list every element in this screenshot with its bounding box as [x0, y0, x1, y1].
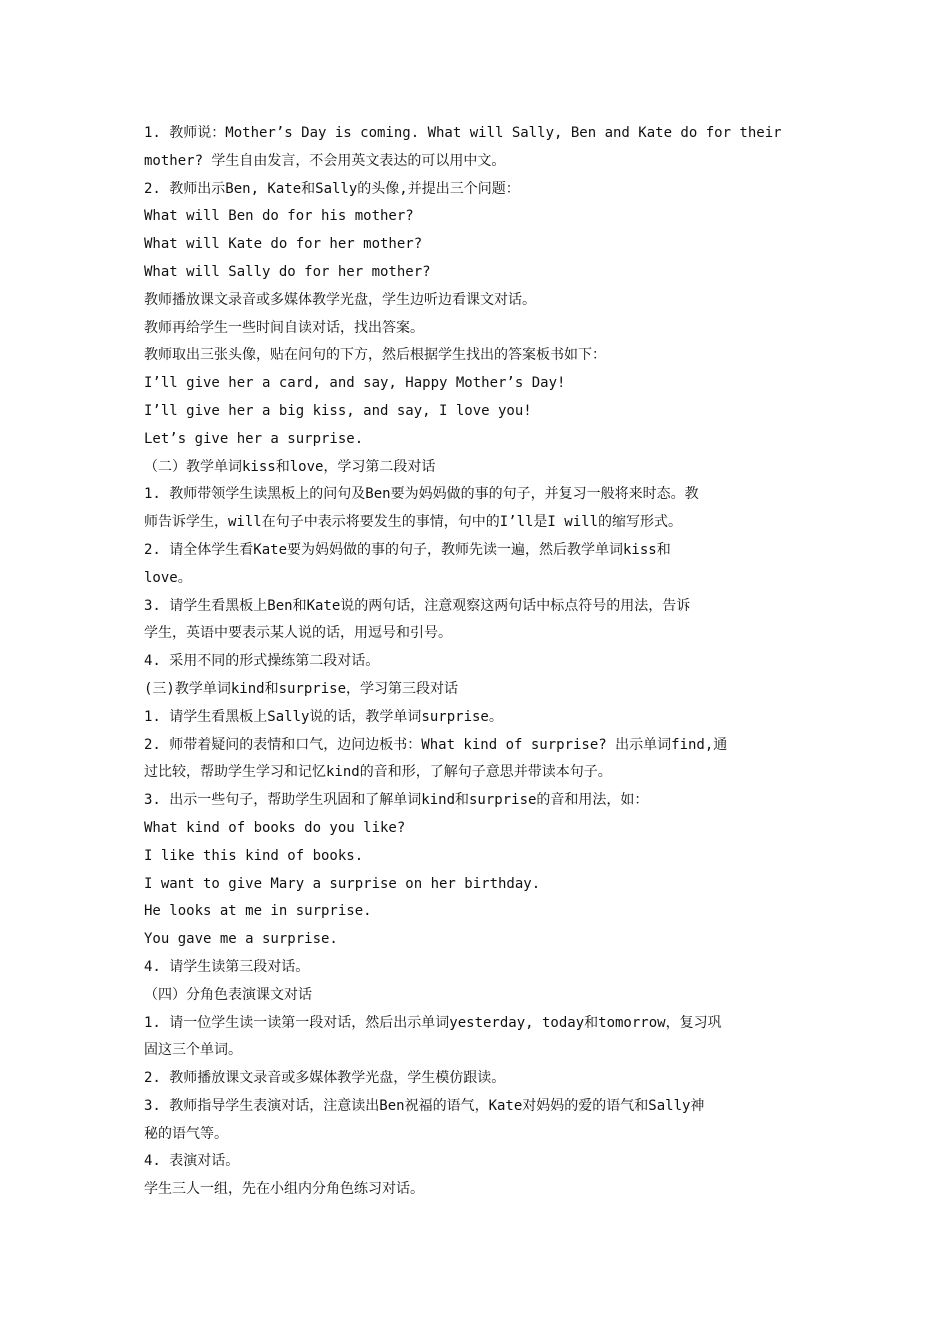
text-line: What will Kate do for her mother? [144, 236, 423, 253]
text-line: I’ll give her a big kiss, and say, I love you! [144, 402, 532, 419]
text-line: mother? 学生自由发言，不会用英文表达的可以用中文。 [144, 152, 506, 169]
section-heading: （四）分角色表演课文对话 [144, 986, 312, 1003]
text-line: 教师播放课文录音或多媒体教学光盘，学生边听边看课文对话。 [144, 291, 536, 308]
text-line: I like this kind of books. [144, 847, 364, 864]
text-line: 教师再给学生一些时间自读对话，找出答案。 [144, 319, 424, 336]
text-line: Let’s give her a surprise. [144, 430, 364, 447]
text-line: What will Sally do for her mother? [144, 263, 431, 280]
section-heading: （二）教学单词kiss和love，学习第二段对话 [144, 458, 436, 475]
text-line: 1. 教师说：Mother’s Day is coming. What will Sally, Ben and Kate do for their [144, 125, 782, 141]
text-line: I want to give Mary a surprise on her birthday. [144, 875, 541, 892]
text-line: 学生，英语中要表示某人说的话，用逗号和引号。 [144, 625, 452, 642]
text-line: What kind of books do you like? [144, 819, 406, 836]
text-line: 3. 出示一些句子，帮助学生巩固和了解单词kind和surprise的音和用法，如： [144, 792, 649, 809]
text-line: 1. 请一位学生读一读第一段对话，然后出示单词yesterday, today和tomorrow，复习巩 [144, 1014, 722, 1031]
text-line: 1. 教师带领学生读黑板上的问句及Ben要为妈妈做的事的句子，并复习一般将来时态。教 [144, 486, 699, 503]
text-line: 学生三人一组，先在小组内分角色练习对话。 [144, 1181, 424, 1198]
text-line: 4. 采用不同的形式操练第二段对话。 [144, 653, 380, 670]
text-line: 固这三个单词。 [144, 1042, 242, 1059]
text-line: 2. 教师播放课文录音或多媒体教学光盘，学生模仿跟读。 [144, 1070, 506, 1087]
text-line: 教师取出三张头像，贴在问句的下方，然后根据学生找出的答案板书如下： [144, 347, 606, 364]
text-line: 2. 请全体学生看Kate要为妈妈做的事的句子，教师先读一遍，然后教学单词kiss和 [144, 541, 671, 558]
text-line: What will Ben do for his mother? [144, 208, 414, 225]
text-line: 秘的语气等。 [144, 1125, 228, 1142]
text-line: 1. 请学生看黑板上Sally说的话，教学单词surprise。 [144, 708, 503, 725]
text-line: love。 [144, 569, 192, 586]
text-line: 2. 教师出示Ben, Kate和Sally的头像,并提出三个问题： [144, 180, 520, 197]
text-line: 3. 教师指导学生表演对话，注意读出Ben祝福的语气，Kate对妈妈的爱的语气和Sally神 [144, 1097, 705, 1114]
text-line: 4. 表演对话。 [144, 1153, 240, 1170]
text-line: 过比较，帮助学生学习和记忆kind的音和形，了解句子意思并带读本句子。 [144, 764, 612, 781]
text-line: He looks at me in surprise. [144, 903, 372, 920]
text-line: 师告诉学生，will在句子中表示将要发生的事情，句中的I’ll是I will的缩写形式。 [144, 514, 683, 531]
text-line: 4. 请学生读第三段对话。 [144, 958, 310, 975]
text-line: You gave me a surprise. [144, 931, 338, 948]
text-line: 3. 请学生看黑板上Ben和Kate说的两句话，注意观察这两句话中标点符号的用法，告诉 [144, 597, 691, 614]
document-body [144, 120, 808, 1204]
text-line: I’ll give her a card, and say, Happy Mother’s Day! [144, 375, 566, 392]
section-heading: (三)教学单词kind和surprise，学习第三段对话 [144, 680, 459, 697]
text-line: 2. 师带着疑问的表情和口气，边问边板书：What kind of surprise? 出示单词find,通 [144, 736, 728, 753]
